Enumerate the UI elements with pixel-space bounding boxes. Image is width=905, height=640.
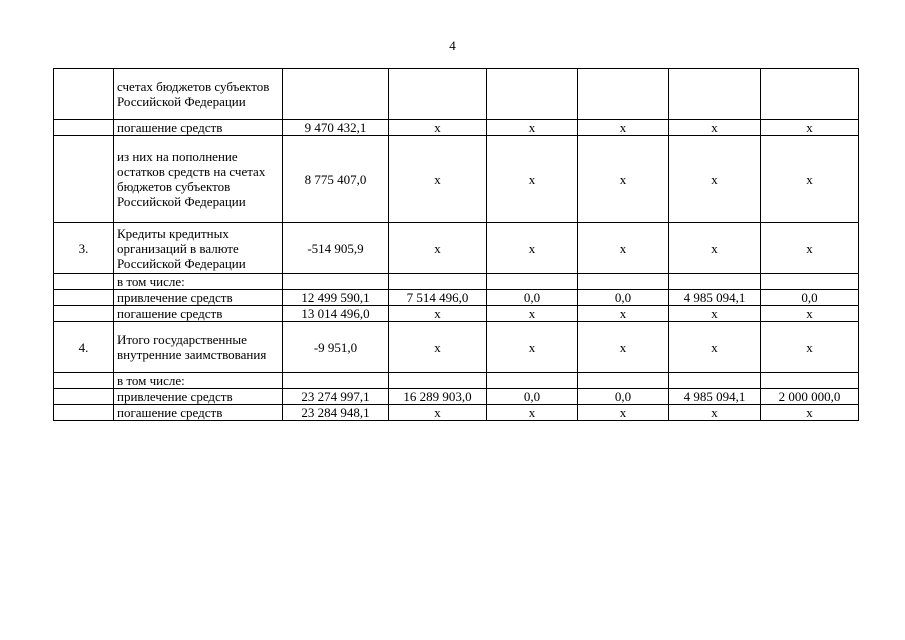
value-cell	[669, 69, 761, 120]
value-cell: 0,0	[578, 389, 669, 405]
value-cell: x	[761, 223, 859, 274]
value-cell: x	[487, 322, 578, 373]
value-cell	[669, 274, 761, 290]
value-cell: 0,0	[487, 389, 578, 405]
value-cell: 12 499 590,1	[283, 290, 389, 306]
row-name: Итого государственные внутренние заимствования	[114, 322, 283, 373]
table-row	[54, 290, 859, 306]
value-cell: x	[761, 120, 859, 136]
value-cell: x	[669, 223, 761, 274]
value-cell: 23 284 948,1	[283, 405, 389, 421]
value-cell: x	[389, 136, 487, 223]
value-cell	[389, 373, 487, 389]
value-cell	[487, 274, 578, 290]
row-name: из них на пополнение остатков средств на счетах бюджетов субъектов Российской Федерации	[114, 136, 283, 223]
value-cell	[761, 69, 859, 120]
value-cell: 9 470 432,1	[283, 120, 389, 136]
value-cell: x	[761, 322, 859, 373]
value-cell	[578, 373, 669, 389]
value-cell	[578, 274, 669, 290]
table-row	[54, 69, 859, 120]
table-row	[54, 120, 859, 136]
row-name: Кредиты кредитных организаций в валюте Российской Федерации	[114, 223, 283, 274]
value-cell: 0,0	[487, 290, 578, 306]
value-cell: x	[578, 405, 669, 421]
value-cell	[283, 373, 389, 389]
value-cell: x	[669, 322, 761, 373]
table-row	[54, 322, 859, 373]
value-cell: 4 985 094,1	[669, 290, 761, 306]
value-cell: 7 514 496,0	[389, 290, 487, 306]
value-cell: x	[578, 306, 669, 322]
value-cell: -514 905,9	[283, 223, 389, 274]
value-cell: x	[487, 306, 578, 322]
value-cell: 8 775 407,0	[283, 136, 389, 223]
value-cell: x	[487, 223, 578, 274]
value-cell: -9 951,0	[283, 322, 389, 373]
value-cell: x	[578, 120, 669, 136]
row-name: погашение средств	[114, 120, 283, 136]
row-number	[54, 274, 114, 290]
row-number	[54, 120, 114, 136]
value-cell	[578, 69, 669, 120]
row-name: в том числе:	[114, 373, 283, 389]
page-number: 4	[449, 38, 456, 53]
row-name: в том числе:	[114, 274, 283, 290]
row-number	[54, 136, 114, 223]
value-cell	[389, 274, 487, 290]
value-cell	[283, 274, 389, 290]
row-number	[54, 373, 114, 389]
value-cell: 0,0	[761, 290, 859, 306]
value-cell	[761, 274, 859, 290]
value-cell: x	[487, 136, 578, 223]
row-name: погашение средств	[114, 306, 283, 322]
table-row	[54, 373, 859, 389]
value-cell: x	[578, 322, 669, 373]
table-row	[54, 274, 859, 290]
row-number	[54, 389, 114, 405]
value-cell: 2 000 000,0	[761, 389, 859, 405]
row-number: 3.	[54, 223, 114, 274]
table-row	[54, 223, 859, 274]
value-cell: x	[389, 322, 487, 373]
value-cell: x	[487, 405, 578, 421]
value-cell	[487, 69, 578, 120]
value-cell: 16 289 903,0	[389, 389, 487, 405]
value-cell	[283, 69, 389, 120]
table-row	[54, 405, 859, 421]
value-cell: x	[389, 405, 487, 421]
value-cell: x	[389, 306, 487, 322]
value-cell: x	[669, 120, 761, 136]
value-cell: x	[487, 120, 578, 136]
value-cell: x	[389, 223, 487, 274]
value-cell: 13 014 496,0	[283, 306, 389, 322]
value-cell	[389, 69, 487, 120]
value-cell: 23 274 997,1	[283, 389, 389, 405]
row-number	[54, 290, 114, 306]
row-number	[54, 405, 114, 421]
value-cell	[761, 373, 859, 389]
table-row	[54, 136, 859, 223]
value-cell: 4 985 094,1	[669, 389, 761, 405]
row-name: привлечение средств	[114, 290, 283, 306]
value-cell: x	[761, 405, 859, 421]
table-row	[54, 389, 859, 405]
value-cell: x	[669, 136, 761, 223]
row-number	[54, 306, 114, 322]
value-cell: x	[389, 120, 487, 136]
row-number: 4.	[54, 322, 114, 373]
row-number	[54, 69, 114, 120]
value-cell: x	[578, 223, 669, 274]
row-name: счетах бюджетов субъектов Российской Федерации	[114, 69, 283, 120]
value-cell: 0,0	[578, 290, 669, 306]
value-cell: x	[761, 306, 859, 322]
value-cell: x	[669, 306, 761, 322]
value-cell: x	[578, 136, 669, 223]
value-cell: x	[761, 136, 859, 223]
row-name: привлечение средств	[114, 389, 283, 405]
value-cell	[669, 373, 761, 389]
value-cell	[487, 373, 578, 389]
row-name: погашение средств	[114, 405, 283, 421]
value-cell: x	[669, 405, 761, 421]
table-row	[54, 306, 859, 322]
borrowing-table	[53, 68, 859, 421]
